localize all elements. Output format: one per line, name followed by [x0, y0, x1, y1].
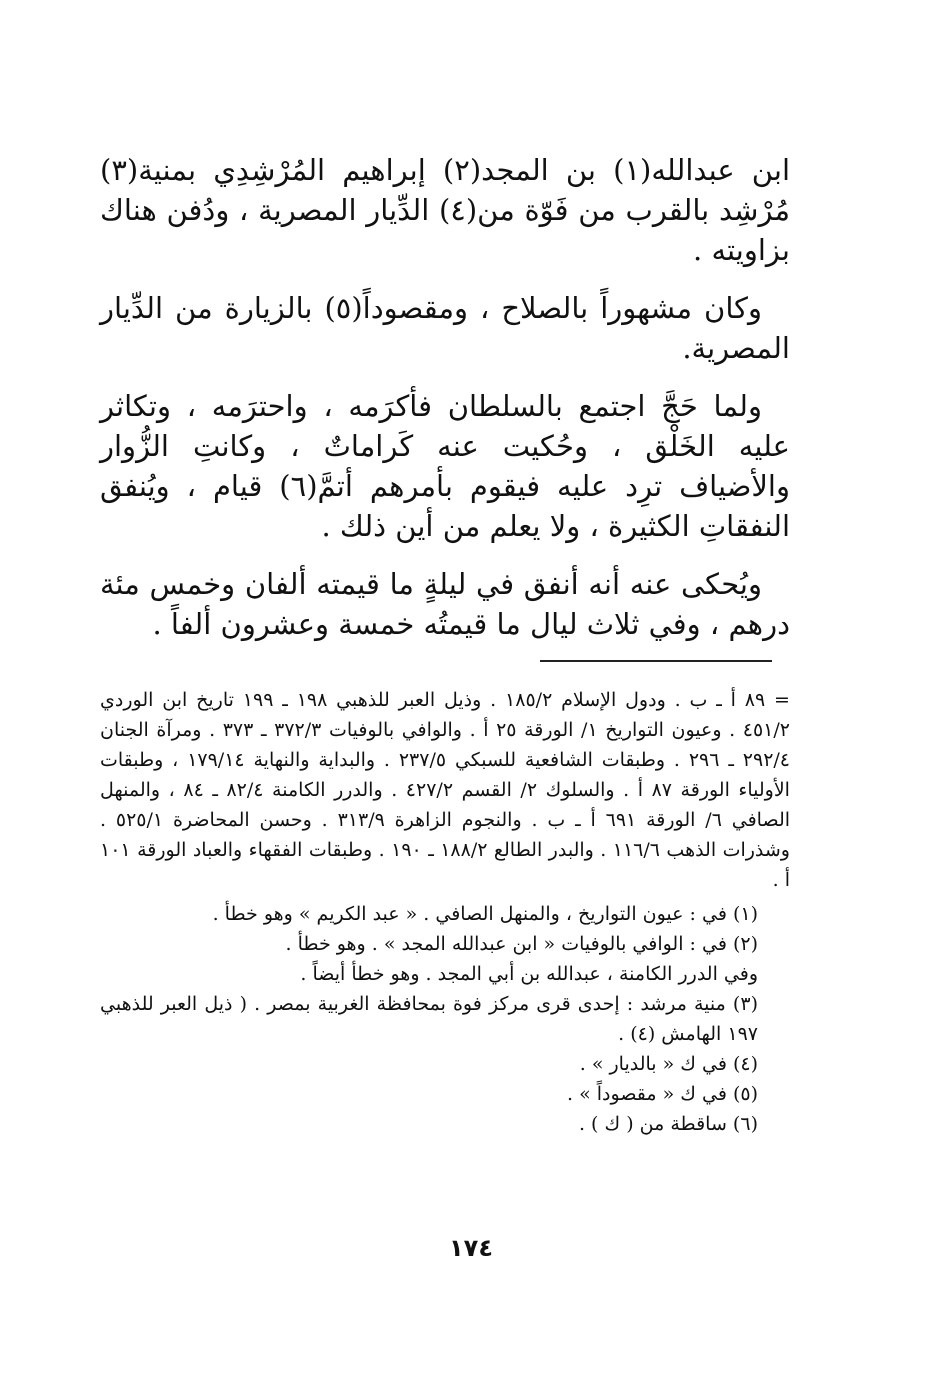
page-number: ١٧٤: [449, 1234, 493, 1262]
footnote-2-continued: وفي الدرر الكامنة ، عبدالله بن أبي المجد . وهو خطأ أيضاً .: [300, 963, 758, 985]
footnotes: [100, 685, 790, 1139]
footnote-6: (٦) ساقطة من ( ك ) .: [578, 1113, 758, 1135]
paragraph-4: ويُحكى عنه أنه أنفق في ليلةٍ ما قيمته ألفان وخمس مئة درهم ، وفي ثلاث ليال ما قيمتُه خمسة وعشرون ألفاً .: [100, 567, 790, 641]
paragraph-1: ابن عبدالله(١) بن المجد(٢) إبراهيم المُرْشِدِي بمنية(٣) مُرْشِد بالقرب من فَوّة من(٤) الدِّيار المصرية ، ودُفن هناك بزاويته .: [100, 153, 791, 267]
footnote-3: (٣) منية مرشد : إحدى قرى مركز فوة بمحافظة الغربية بمصر . ( ذيل العبر للذهبي ١٩٧ الهامش (٤) .: [100, 993, 758, 1045]
paragraph-3: ولما حَجَّ اجتمع بالسلطان فأكرَمه ، واحترَمه ، وتكاثر عليه الخَلْق ، وحُكيت عنه كَراماتٌ ، وكانتِ الزُّوار والأضياف ترِد عليه فيقوم بأمرهم أتمَّ(٦) قيام ، ويُنفق النفقاتِ الكثيرة ، ولا يعلم من أين ذلك .: [100, 389, 790, 543]
footnote-1: (١) في : عيون التواريخ ، والمنهل الصافي . « عبد الكريم » وهو خطأ .: [212, 903, 758, 925]
footnote-2: (٢) في : الوافي بالوفيات « ابن عبدالله المجد » . وهو خطأ .: [285, 933, 758, 955]
footnote-5: (٥) في ك « مقصوداً » .: [567, 1083, 758, 1105]
footnote-separator: [540, 660, 772, 662]
main-text: [100, 150, 790, 662]
footnote-4: (٤) في ك « بالديار » .: [579, 1053, 758, 1075]
paragraph-2: وكان مشهوراً بالصلاح ، ومقصوداً(٥) بالزيارة من الدِّيار المصرية.: [100, 291, 790, 365]
footnote-sources: = ٨٩ أ ـ ب . ودول الإسلام ١٨٥/٢ . وذيل العبر للذهبي ١٩٨ ـ ١٩٩ تاريخ ابن الوردي ٤٥١/٢ . وعيون التواريخ ١/ الورقة ٢٥ أ . والوافي بالوفيات ٣٧٢/٣ ـ ٣٧٣ . ومرآة الجنان ٢٩٢/٤ ـ ٢٩٦ . وطبقات الشافعية للسبكي ٢٣٧/٥ . والبداية والنهاية ١٧٩/١٤ ، وطبقات الأولياء الورقة ٨٧ أ . والسلوك ٢/ القسم ٤٢٧/٢ . والدرر الكامنة ٨٢/٤ ـ ٨٤ ، والمنهل الصافي ٦/ الورقة ٦٩١ أ ـ ب . والنجوم الزاهرة ٣١٣/٩ . وحسن المحاضرة ٥٢٥/١ . وشذرات الذهب ١١٦/٦ . والبدر الطالع ١٨٨/٢ ـ ١٩٠ . وطبقات الفقهاء والعباد الورقة ١٠١ أ .: [100, 689, 791, 891]
